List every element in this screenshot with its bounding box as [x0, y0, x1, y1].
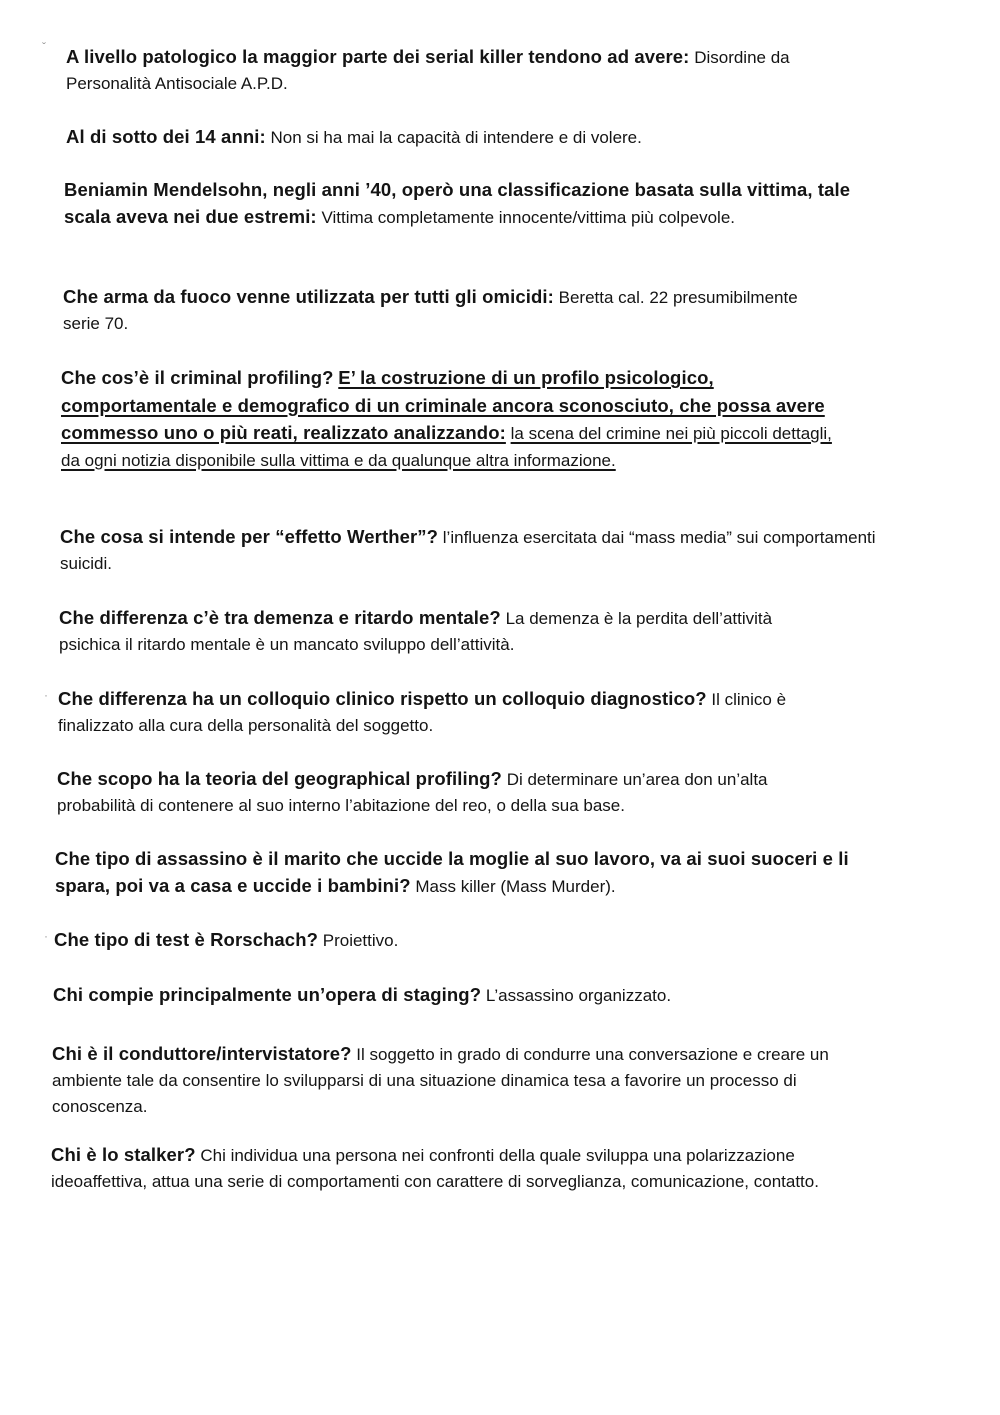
qa-item	[66, 124, 876, 151]
answer: Mass killer (Mass Murder).	[415, 877, 616, 896]
question: Chi è lo stalker?	[51, 1144, 196, 1165]
answer: Di determinare un’area don un’alta probabilità di contenere al suo interno l’abitazione del reo, o della sua base.	[57, 770, 768, 815]
qa-item	[52, 1041, 872, 1120]
qa-item	[51, 1142, 871, 1195]
question: Che differenza c’è tra demenza e ritardo mentale?	[59, 607, 501, 628]
answer: Disordine da Personalità Antisociale A.P.D.	[66, 48, 790, 93]
answer: Non si ha mai la capacità di intendere e di volere.	[270, 128, 642, 147]
answer: Proiettivo.	[322, 931, 399, 950]
question: Che differenza ha un colloquio clinico rispetto un colloquio diagnostico?	[58, 688, 707, 709]
question: Chi è il conduttore/intervistatore?	[52, 1043, 352, 1064]
question: Beniamin Mendelsohn, negli anni ’40, operò una classificazione basata sulla vittima, tale scala aveva nei due estremi:	[64, 179, 851, 227]
question: Al di sotto dei 14 anni:	[66, 126, 266, 147]
qa-item	[64, 177, 854, 231]
question: Che cos’è il criminal profiling?	[61, 367, 334, 388]
qa-item	[58, 686, 838, 739]
qa-item	[63, 284, 803, 337]
qa-item	[61, 365, 851, 474]
answer: Beretta cal. 22 presumibilmente serie 70.	[63, 288, 798, 333]
qa-item	[53, 982, 853, 1009]
answer: la scena del crimine nei più piccoli dettagli, da ogni notizia disponibile sulla vittima e da qualunque altra informazione.	[61, 424, 832, 470]
qa-item	[57, 766, 837, 819]
scan-speck-icon: ˇ	[42, 40, 46, 54]
question: Chi compie principalmente un’opera di staging?	[53, 984, 482, 1005]
answer: l’influenza esercitata dai “mass media” sui comportamenti suicidi.	[60, 528, 876, 573]
answer: L’assassino organizzato.	[485, 986, 672, 1005]
answer: Chi individua una persona nei confronti della quale sviluppa una polarizzazione ideoaffettiva, attua una serie di comportamenti con carattere di sorveglianza, comunicazione, contatto.	[51, 1146, 819, 1191]
qa-item	[54, 927, 854, 954]
question: Che arma da fuoco venne utilizzata per tutti gli omicidi:	[63, 286, 554, 307]
answer: Vittima completamente innocente/vittima più colpevole.	[321, 208, 736, 227]
qa-item	[55, 846, 885, 900]
scan-speck-icon: ·	[44, 929, 48, 943]
qa-item	[59, 605, 799, 658]
answer: La demenza è la perdita dell’attività psichica il ritardo mentale è un mancato sviluppo dell’attività.	[59, 609, 773, 654]
qa-item	[66, 44, 876, 97]
qa-item	[60, 524, 880, 577]
question: Che scopo ha la teoria del geographical profiling?	[57, 768, 502, 789]
question: Che cosa si intende per “effetto Werther”?	[60, 526, 439, 547]
answer: Il soggetto in grado di condurre una conversazione e creare un ambiente tale da consentire lo svilupparsi di una situazione dinamica tesa a favorire un processo di conoscenza.	[52, 1045, 829, 1116]
question: A livello patologico la maggior parte dei serial killer tendono ad avere:	[66, 46, 690, 67]
answer: Il clinico è finalizzato alla cura della personalità del soggetto.	[58, 690, 787, 735]
scan-speck-icon: ·	[44, 688, 48, 702]
question: Che tipo di test è Rorschach?	[54, 929, 318, 950]
underlined-definition: E’ la costruzione di un profilo psicologico, comportamentale e demografico di un criminale ancora sconosciuto, che possa avere commesso uno o più reati, realizzato analizzando:	[61, 367, 825, 443]
question: Che tipo di assassino è il marito che uccide la moglie al suo lavoro, va ai suoi suoceri e li spara, poi va a casa e uccide i bambini?	[55, 848, 849, 896]
